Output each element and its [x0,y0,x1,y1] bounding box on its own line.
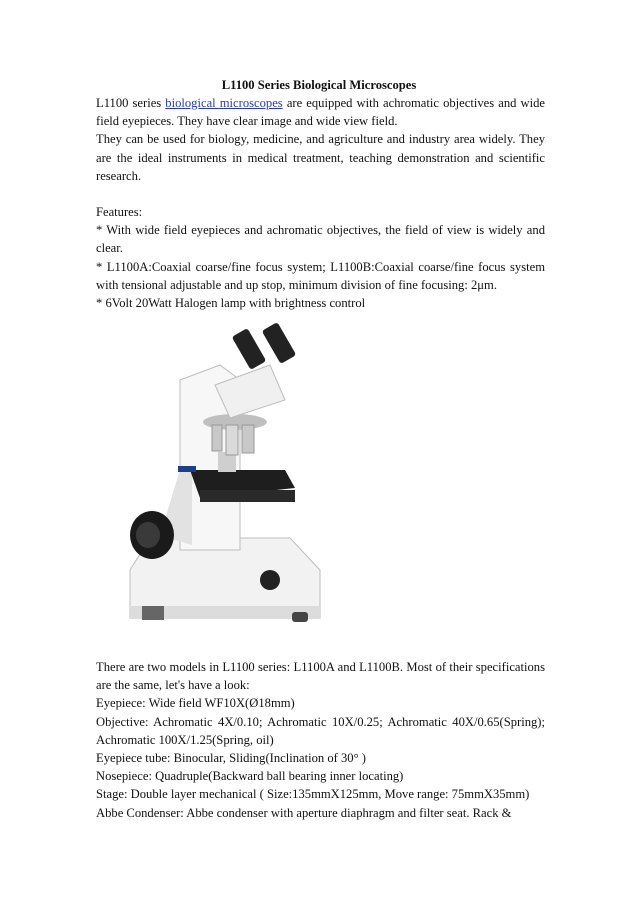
feature-item: * L1100A:Coaxial coarse/fine focus system; L1100B:Coaxial coarse/fine focus system with tensional adjustable and up stop, minimum division of fine focusing: 2μm. [96,259,545,292]
biological-microscopes-link[interactable]: biological microscopes [165,96,283,110]
feature-item: * 6Volt 20Watt Halogen lamp with brightness control [96,296,366,311]
features-heading: Features: [96,205,143,220]
feature-item: * With wide field eyepieces and achromatic objectives, the field of view is widely and clear. [96,223,545,256]
spec-line: Nosepiece: Quadruple(Backward ball bearing inner locating) [96,769,404,784]
microscope-image [120,320,360,640]
spec-line: Eyepiece tube: Binocular, Sliding(Inclination of 30° ) [96,751,366,766]
specs-section [96,658,545,822]
document-title: L1100 Series Biological Microscopes [221,78,417,92]
specs-intro: There are two models in L1100 series: L1100A and L1100B. Most of their specifications are the same, let's have a look: [96,660,545,693]
intro-prefix: L1100 series [96,96,166,110]
spec-line: Objective: Achromatic 4X/0.10; Achromatic 10X/0.25; Achromatic 40X/0.65(Spring); Achromatic 100X/1.25(Spring, oil) [96,714,545,747]
usage-paragraph: They can be used for biology, medicine, and agriculture and industry area widely. They are the ideal instruments in medical treatment, teaching demonstration and scientific research. [96,132,545,183]
spec-line: Stage: Double layer mechanical ( Size:135mmX125mm, Move range: 75mmX35mm) [96,787,530,802]
spec-line: Eyepiece: Wide field WF10X(Ø18mm) [96,696,295,711]
intro-paragraph [96,94,545,130]
intro-suffix: are equipped with achromatic objectives and wide field eyepieces. They have clear image and wide view field. [96,96,545,129]
intro-section [96,94,545,312]
spec-line: Abbe Condenser: Abbe condenser with aperture diaphragm and filter seat. Rack & [96,805,512,820]
